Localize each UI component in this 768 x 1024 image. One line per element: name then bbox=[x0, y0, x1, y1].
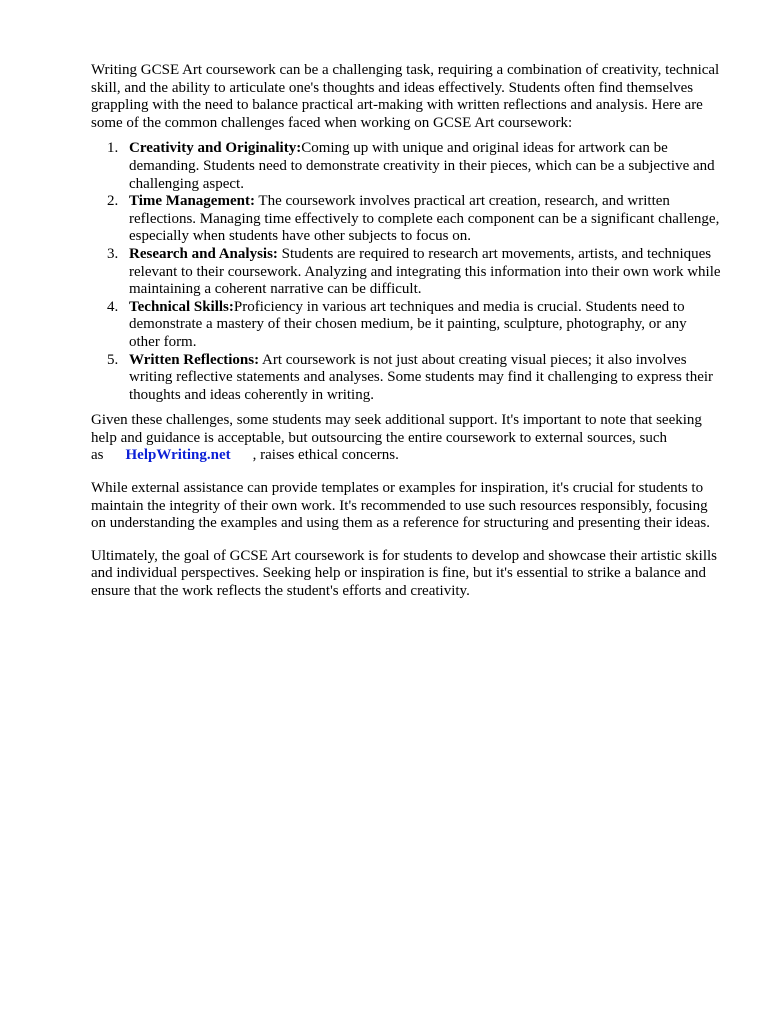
list-number: 5. bbox=[107, 351, 119, 368]
list-item bbox=[107, 298, 721, 352]
list-item bbox=[107, 140, 721, 193]
list-item-term: Technical Skills: bbox=[129, 298, 234, 315]
document-page bbox=[91, 62, 721, 616]
helpwriting-link[interactable]: HelpWriting.net bbox=[125, 447, 231, 464]
support-paragraph bbox=[91, 412, 721, 465]
list-number: 1. bbox=[107, 140, 119, 157]
list-item-text: The coursework involves practical art creation, research, and written reflections. Managing time effectively to complete each component can be a significant challenge, especially when students have other subjects to focus on. bbox=[129, 193, 720, 245]
list-item-term: Creativity and Originality: bbox=[129, 140, 302, 157]
assistance-paragraph: While external assistance can provide templates or examples for inspiration, it's crucial for students to maintain the integrity of their own work. It's recommended to use such resources responsibly, focusing on understanding the examples and using them as a reference for structuring and presenting their ideas. bbox=[91, 480, 710, 532]
list-item-text: Coming up with unique and original ideas for artwork can be demanding. Students need to demonstrate creativity in their pieces, which can be a subjective and challenging aspect. bbox=[129, 140, 715, 192]
intro-paragraph: Writing GCSE Art coursework can be a challenging task, requiring a combination of creativity, technical skill, and the ability to articulate one's thoughts and ideas effectively. Students often find themselves grappling with the need to balance practical art-making with written reflections and analysis. Here are some of the common challenges faced when working on GCSE Art coursework: bbox=[91, 62, 720, 131]
list-item-text: Students are required to research art movements, artists, and techniques relevant to their coursework. Analyzing and integrating this information into their own work while maintaining a coherent narrative can be difficult. bbox=[129, 245, 721, 298]
list-number: 4. bbox=[107, 298, 119, 315]
list-item-term: Time Management: bbox=[129, 193, 255, 210]
support-text-after: , raises ethical concerns. bbox=[252, 447, 399, 464]
challenges-list bbox=[91, 140, 721, 404]
list-item bbox=[107, 245, 721, 299]
list-item-term: Research and Analysis: bbox=[129, 245, 278, 262]
list-number: 3. bbox=[107, 245, 119, 262]
conclusion-paragraph: Ultimately, the goal of GCSE Art coursework is for students to develop and showcase their artistic skills and individual perspectives. Seeking help or inspiration is fine, but it's essential to strike a balance and ensure that the work reflects the student's efforts and creativity. bbox=[91, 547, 717, 600]
list-number: 2. bbox=[107, 193, 119, 210]
support-text-before: Given these challenges, some students may seek additional support. It's important to note that seeking help and guidance is acceptable, but outsourcing the entire coursework to external sources, such as bbox=[91, 412, 702, 464]
list-item-text: Proficiency in various art techniques and media is crucial. Students need to demonstrate a mastery of their chosen medium, be it painting, sculpture, photography, or any other form. bbox=[129, 298, 687, 350]
list-item-text: Art coursework is not just about creating visual pieces; it also involves writing reflective statements and analyses. Some students may find it challenging to express their thoughts and ideas coherently in writing. bbox=[129, 351, 714, 403]
list-item-term: Written Reflections: bbox=[129, 351, 260, 368]
list-item bbox=[107, 351, 721, 405]
list-item bbox=[107, 193, 721, 246]
